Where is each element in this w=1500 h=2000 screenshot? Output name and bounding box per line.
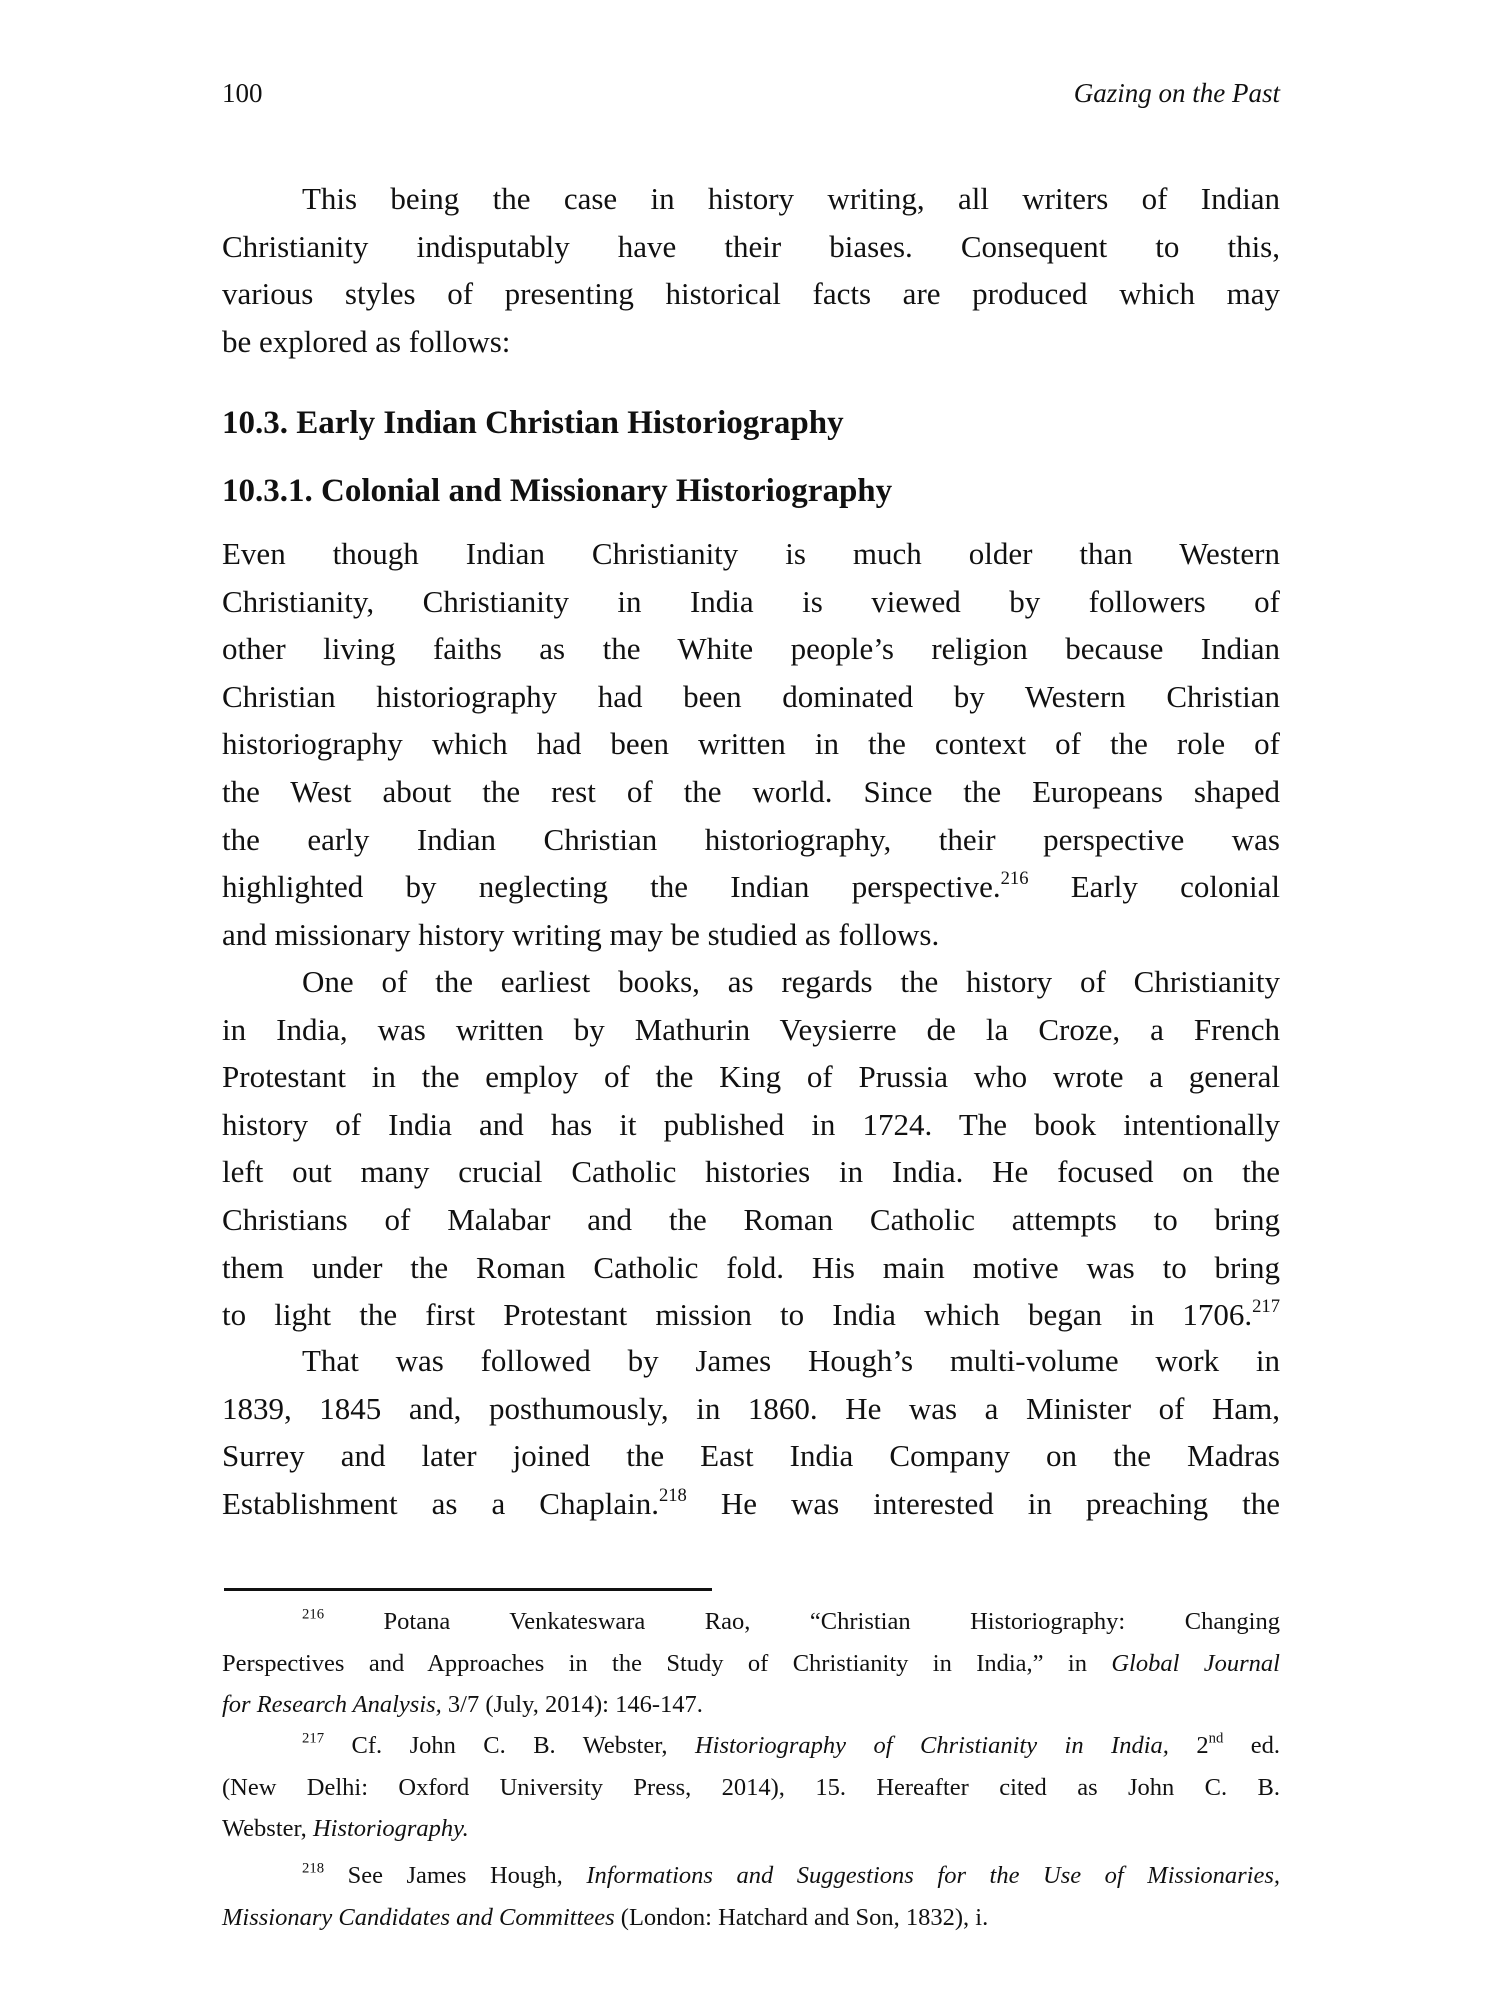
text-run: See James Hough, (324, 1862, 587, 1889)
text-run: Christians of Malabar and the Roman Catholic attempts to bring (222, 1201, 1280, 1237)
superscript: 218 (302, 1860, 325, 1877)
text-line (222, 1767, 1280, 1809)
text-line (222, 1897, 1280, 1939)
text-run: (London: Hatchard and Son, 1832), i. (614, 1903, 989, 1931)
text-line (222, 1855, 1280, 1897)
text-run: in India, was written by Mathurin Veysierre de la Croze, a French (222, 1011, 1280, 1047)
text-run: Christianity, Christianity in India is viewed by followers of (222, 583, 1280, 619)
text-run: Establishment as a Chaplain. (222, 1485, 659, 1521)
text-run: various styles of presenting historical facts are produced which may (222, 276, 1280, 312)
text-line (222, 1291, 1280, 1339)
text-run: and missionary history writing may be studied as follows. (222, 916, 940, 952)
text-run: ed. (1223, 1732, 1280, 1759)
text-line (222, 1643, 1280, 1685)
text-line (222, 1148, 1280, 1196)
page-number: 100 (222, 78, 263, 108)
text-line (222, 270, 1280, 318)
text-line (222, 318, 1280, 366)
text-line (222, 223, 1280, 271)
text-line (222, 1684, 1280, 1726)
text-run: Christian historiography had been dominated by Western Christian (222, 678, 1280, 714)
italic-text: Missionary Candidates and Committees (222, 1903, 615, 1931)
text-run: history of India and has it published in 1724. The book intentionally (222, 1106, 1280, 1142)
text-run: Webster, (222, 1815, 313, 1842)
text-line (222, 863, 1280, 911)
text-run: Christianity indisputably have their biases. Consequent to this, (222, 228, 1280, 264)
italic-text: Historiography of Christianity in India, (694, 1732, 1169, 1759)
text-line (222, 768, 1280, 816)
text-line (222, 1053, 1280, 1101)
text-run: That was followed by James Hough’s multi-volume work in (302, 1343, 1280, 1378)
text-run: the early Indian Christian historiography, their perspective was (222, 821, 1280, 857)
text-line (222, 911, 1280, 959)
text-line (222, 1244, 1280, 1292)
text-run: to light the first Protestant mission to India which began in 1706. (222, 1297, 1253, 1333)
text-line (222, 1808, 1280, 1850)
superscript: 216 (1000, 868, 1029, 890)
text-run: Even though Indian Christianity is much older than Western (222, 536, 1280, 571)
text-line (222, 530, 1280, 578)
footnote-218 (222, 1855, 1280, 1938)
text-line (222, 1601, 1280, 1643)
italic-text: for Research Analysis, (222, 1691, 442, 1718)
paragraph-3 (222, 958, 1280, 1339)
text-line (222, 1385, 1280, 1433)
text-run: them under the Roman Catholic fold. His main motive was to bring (222, 1249, 1280, 1285)
text-run: Potana Venkateswara Rao, “Christian Historiography: Changing (324, 1608, 1280, 1635)
text-run: He was interested in preaching the (686, 1485, 1280, 1521)
text-line (222, 673, 1280, 721)
text-run: Early colonial (1028, 869, 1280, 905)
text-line (222, 625, 1280, 673)
italic-text: Global Journal (1111, 1649, 1280, 1677)
footnote-divider (224, 1588, 712, 1591)
superscript: 217 (1252, 1296, 1280, 1318)
text-line (222, 720, 1280, 768)
superscript: nd (1208, 1730, 1224, 1747)
text-line (222, 1101, 1280, 1149)
text-line (222, 1432, 1280, 1480)
text-line (222, 816, 1280, 864)
text-line (222, 578, 1280, 626)
text-run: Protestant in the employ of the King of Prussia who wrote a general (222, 1059, 1280, 1095)
text-line (222, 1006, 1280, 1054)
superscript: 218 (658, 1484, 687, 1506)
text-run: historiography which had been written in the context of the role of (222, 726, 1280, 762)
text-run: (New Delhi: Oxford University Press, 2014), 15. Hereafter cited as John C. B. (222, 1773, 1280, 1801)
text-run: Surrey and later joined the East India Company on the Madras (222, 1438, 1280, 1474)
footnote-217 (222, 1725, 1280, 1850)
text-run: 1839, 1845 and, posthumously, in 1860. He was a Minister of Ham, (222, 1390, 1280, 1426)
text-line (222, 1480, 1280, 1528)
text-line (222, 958, 1280, 1006)
text-run: This being the case in history writing, all writers of Indian (302, 181, 1280, 216)
text-run: other living faiths as the White people’s religion because Indian (222, 631, 1280, 667)
text-run: Cf. John C. B. Webster, (324, 1732, 695, 1759)
text-run: left out many crucial Catholic histories in India. He focused on the (222, 1154, 1280, 1190)
text-line (222, 1725, 1280, 1767)
superscript: 217 (302, 1730, 325, 1747)
italic-text: Historiography. (312, 1815, 469, 1842)
paragraph-1 (222, 175, 1280, 365)
text-line (222, 1196, 1280, 1244)
running-title: Gazing on the Past (1073, 78, 1280, 108)
text-run: the West about the rest of the world. Since the Europeans shaped (222, 773, 1280, 809)
text-line (222, 175, 1280, 223)
text-run: highlighted by neglecting the Indian perspective. (222, 869, 1001, 905)
text-run: be explored as follows: (222, 323, 511, 359)
subsection-heading: 10.3.1. Colonial and Missionary Historiography (222, 473, 893, 509)
paragraph-4 (222, 1337, 1280, 1527)
text-run: One of the earliest books, as regards the history of Christianity (302, 964, 1280, 999)
text-run: 2 (1168, 1732, 1209, 1759)
italic-text: Informations and Suggestions for the Use of Missionaries, (586, 1862, 1281, 1889)
section-heading: 10.3. Early Indian Christian Historiography (222, 405, 844, 441)
text-line (222, 1337, 1280, 1385)
paragraph-2 (222, 530, 1280, 958)
superscript: 216 (302, 1606, 325, 1623)
text-run: 3/7 (July, 2014): 146-147. (441, 1691, 703, 1718)
footnote-216 (222, 1601, 1280, 1726)
text-run: Perspectives and Approaches in the Study of Christianity in India,” in (222, 1649, 1112, 1677)
